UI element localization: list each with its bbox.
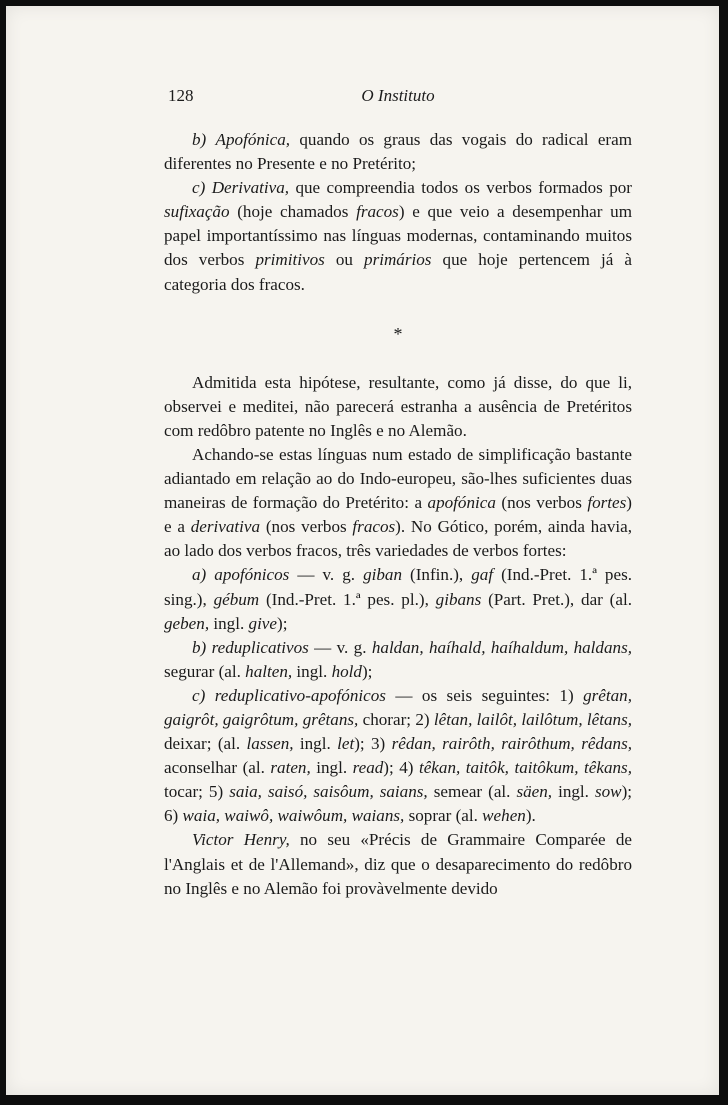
paragraph-reduplicativo-apofonicos: c) reduplicativo-apofónicos — os seis seguintes: 1) grêtan, gaigrôt, gaigrôtum, grêtans, chorar; 2) lêtan, lailôt, lailôtum, lêtans, deixar; (al. lassen, ingl. let); 3) rêdan, rairôth, rairôthum, rêdans, aconselhar (al. raten, ingl. read); 4) têkan, taitôk, taitôkum, têkans, tocar; 5) saia, saisó, saisôum, saians, semear (al. säen, ingl. sow); 6) waia, waiwô, waiwôum, waians, soprar (al. wehen). — [164, 685, 633, 826]
paragraph-derivativa: c) Derivativa, que compreendia todos os verbos formados por sufixação (hoje chamados fracos) e que veio a desempenhar um papel importantíssimo nas línguas modernas, contaminando muitos dos verbos primitivos ou primários que hoje pertencem já à categoria dos fracos. — [164, 178, 633, 294]
document-page — [6, 6, 719, 1095]
running-title: O Instituto — [361, 86, 435, 105]
paragraph-reduplicativos: b) reduplicativos — v. g. haldan, haíhald, haíhaldum, haldans, segurar (al. halten, ingl. hold); — [164, 637, 632, 681]
body-text — [164, 128, 632, 901]
page-number: 128 — [168, 86, 194, 105]
paragraph-achando-se: Achando-se estas línguas num estado de simplificação bastante adiantado em relação ao do Indo-europeu, são-lhes suficientes duas maneiras de formação do Pretérito: a apofónica (nos verbos fortes) e a derivativa (nos verbos fracos). No Gótico, porém, ainda havia, ao lado dos verbos fracos, três variedades de verbos fortes: — [164, 444, 632, 561]
page-header — [164, 86, 632, 112]
paragraph-admitida: Admitida esta hipótese, resultante, como já disse, do que li, observei e meditei, não parecerá estranha a ausência de Pretéritos com redôbro patente no Inglês e no Alemão. — [164, 372, 632, 440]
paragraph-apofonicos: a) apofónicos — v. g. giban (Infin.), gaf (Ind.-Pret. 1.ª pes. sing.), gébum (Ind.-Pret. 1.ª pes. pl.), gibans (Part. Pret.), dar (al. geben, ingl. give); — [164, 565, 632, 633]
paragraph-apofonica: b) Apofónica, quando os graus das vogais do radical eram diferentes no Presente e no Pretérito; — [164, 130, 632, 174]
section-separator-asterisk: * — [393, 323, 403, 344]
paragraph-victor-henry: Victor Henry, no seu «Précis de Grammaire Comparée de l'Anglais et de l'Allemand», diz que o desaparecimento do redôbro no Inglês e no Alemão foi provàvelmente devido — [164, 830, 632, 898]
